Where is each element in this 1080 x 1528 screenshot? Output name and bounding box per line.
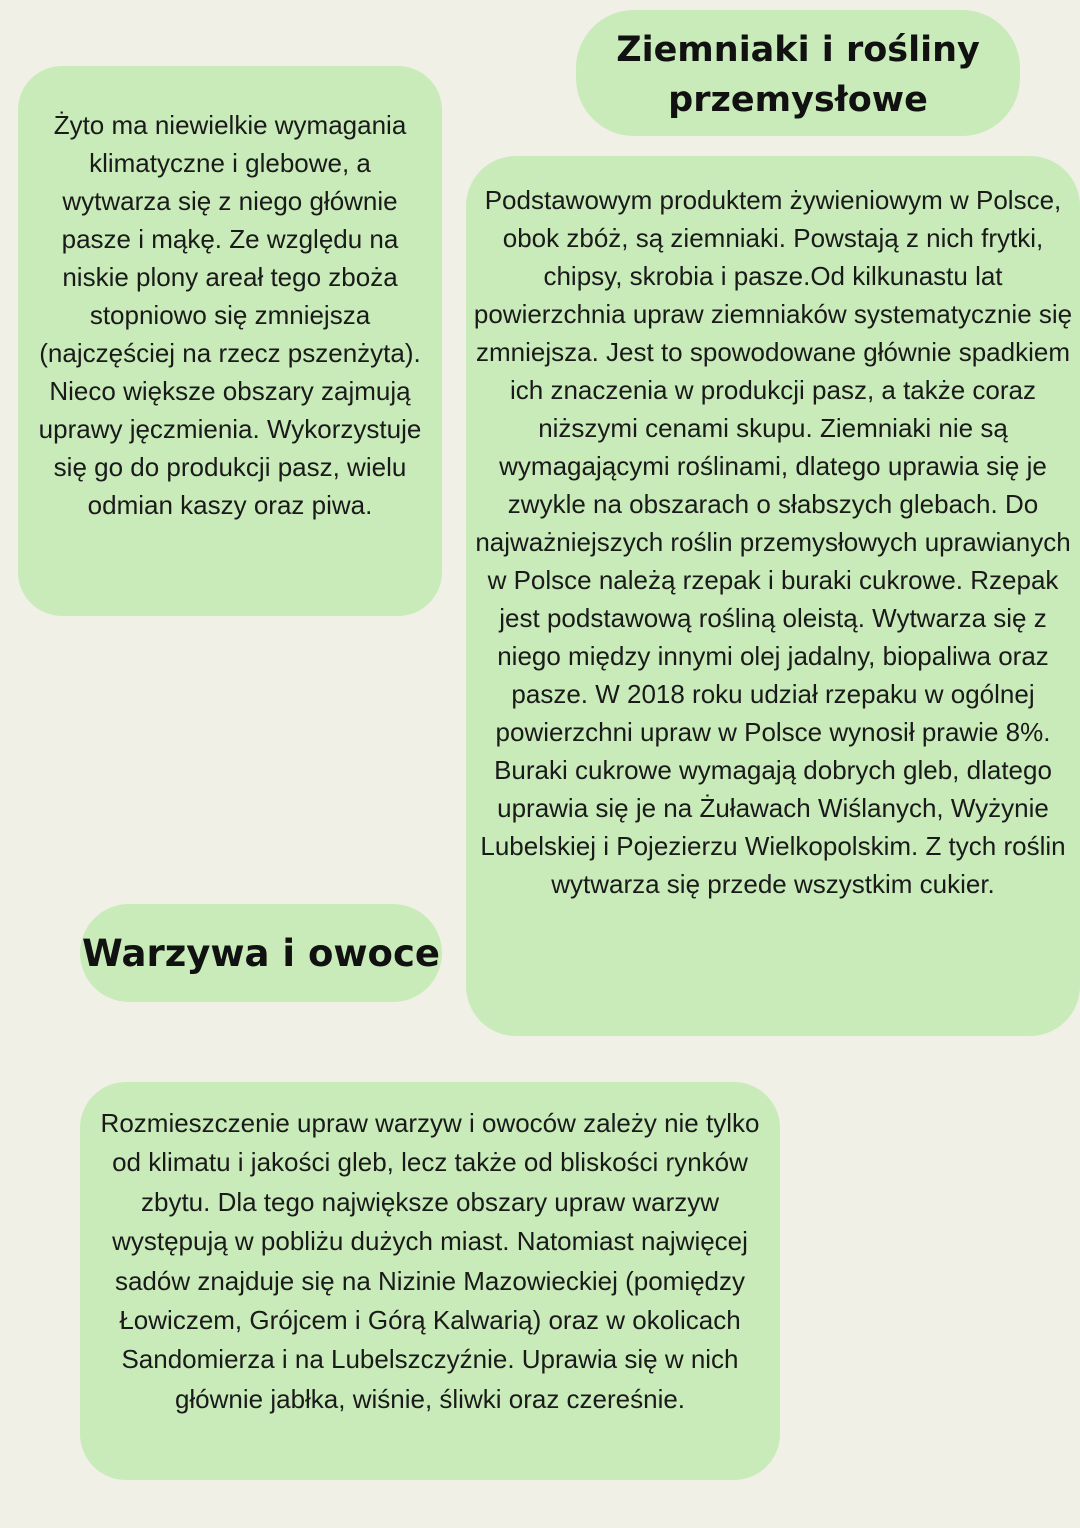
vegetables-info-card [80, 1082, 780, 1480]
vegetables-heading: Warzywa i owoce [81, 931, 440, 975]
potatoes-info-card [466, 156, 1080, 1036]
vegetables-heading-card [80, 904, 442, 1002]
vegetables-paragraph: Rozmieszczenie upraw warzyw i owoców zależy nie tylko od klimatu i jakości gleb, lecz także od bliskości rynków zbytu. Dla tego największe obszary upraw warzyw występują w pobliżu dużych miast. Natomiast najwięcej sadów znajduje się na Nizinie Mazowieckiej (pomiędzy Łowiczem, Grójcem i Górą Kalwarią) oraz w okolicach Sandomierza i na Lubelszczyźnie. Uprawia się w nich głównie jabłka, wiśnie, śliwki oraz czereśnie. [100, 1108, 760, 1414]
potatoes-paragraph: Podstawowym produktem żywieniowym w Polsce, obok zbóż, są ziemniaki. Powstają z nich frytki, chipsy, skrobia i pasze.Od kilkunastu lat powierzchnia upraw ziemniaków systematycznie się zmniejsza. Jest to spowodowane głównie spadkiem ich znaczenia w produkcji pasz, a także coraz niższymi cenami skupu. Ziemniaki nie są wymagającymi roślinami, dlatego uprawia się je zwykle na obszarach o słabszych glebach. Do najważniejszych roślin przemysłowych uprawianych w Polsce należą rzepak i buraki cukrowe. Rzepak jest podstawową rośliną oleistą. Wytwarza się z niego między innymi olej jadalny, biopaliwa oraz pasze. W 2018 roku udział rzepaku w ogólnej powierzchni upraw w Polsce wynosił prawie 8%. Buraki cukrowe wymagają dobrych gleb, dlatego uprawia się je na Żuławach Wiślanych, Wyżynie Lubelskiej i Pojezierzu Wielkopolskim. Z tych roślin wytwarza się przede wszystkim cukier. [473, 185, 1073, 899]
rye-paragraph: Żyto ma niewielkie wymagania klimatyczne i glebowe, a wytwarza się z niego głównie pasze i mąkę. Ze względu na niskie plony areał tego zboża stopniowo się zmniejsza (najczęściej na rzecz pszenżyta). Nieco większe obszary zajmują uprawy jęczmienia. Wykorzystuje się go do produkcji pasz, wielu odmian kaszy oraz piwa. [38, 110, 422, 520]
potatoes-heading: Ziemniaki i rośliny przemysłowe [616, 30, 980, 120]
rye-info-card [18, 66, 442, 616]
potatoes-heading-card [576, 10, 1020, 136]
